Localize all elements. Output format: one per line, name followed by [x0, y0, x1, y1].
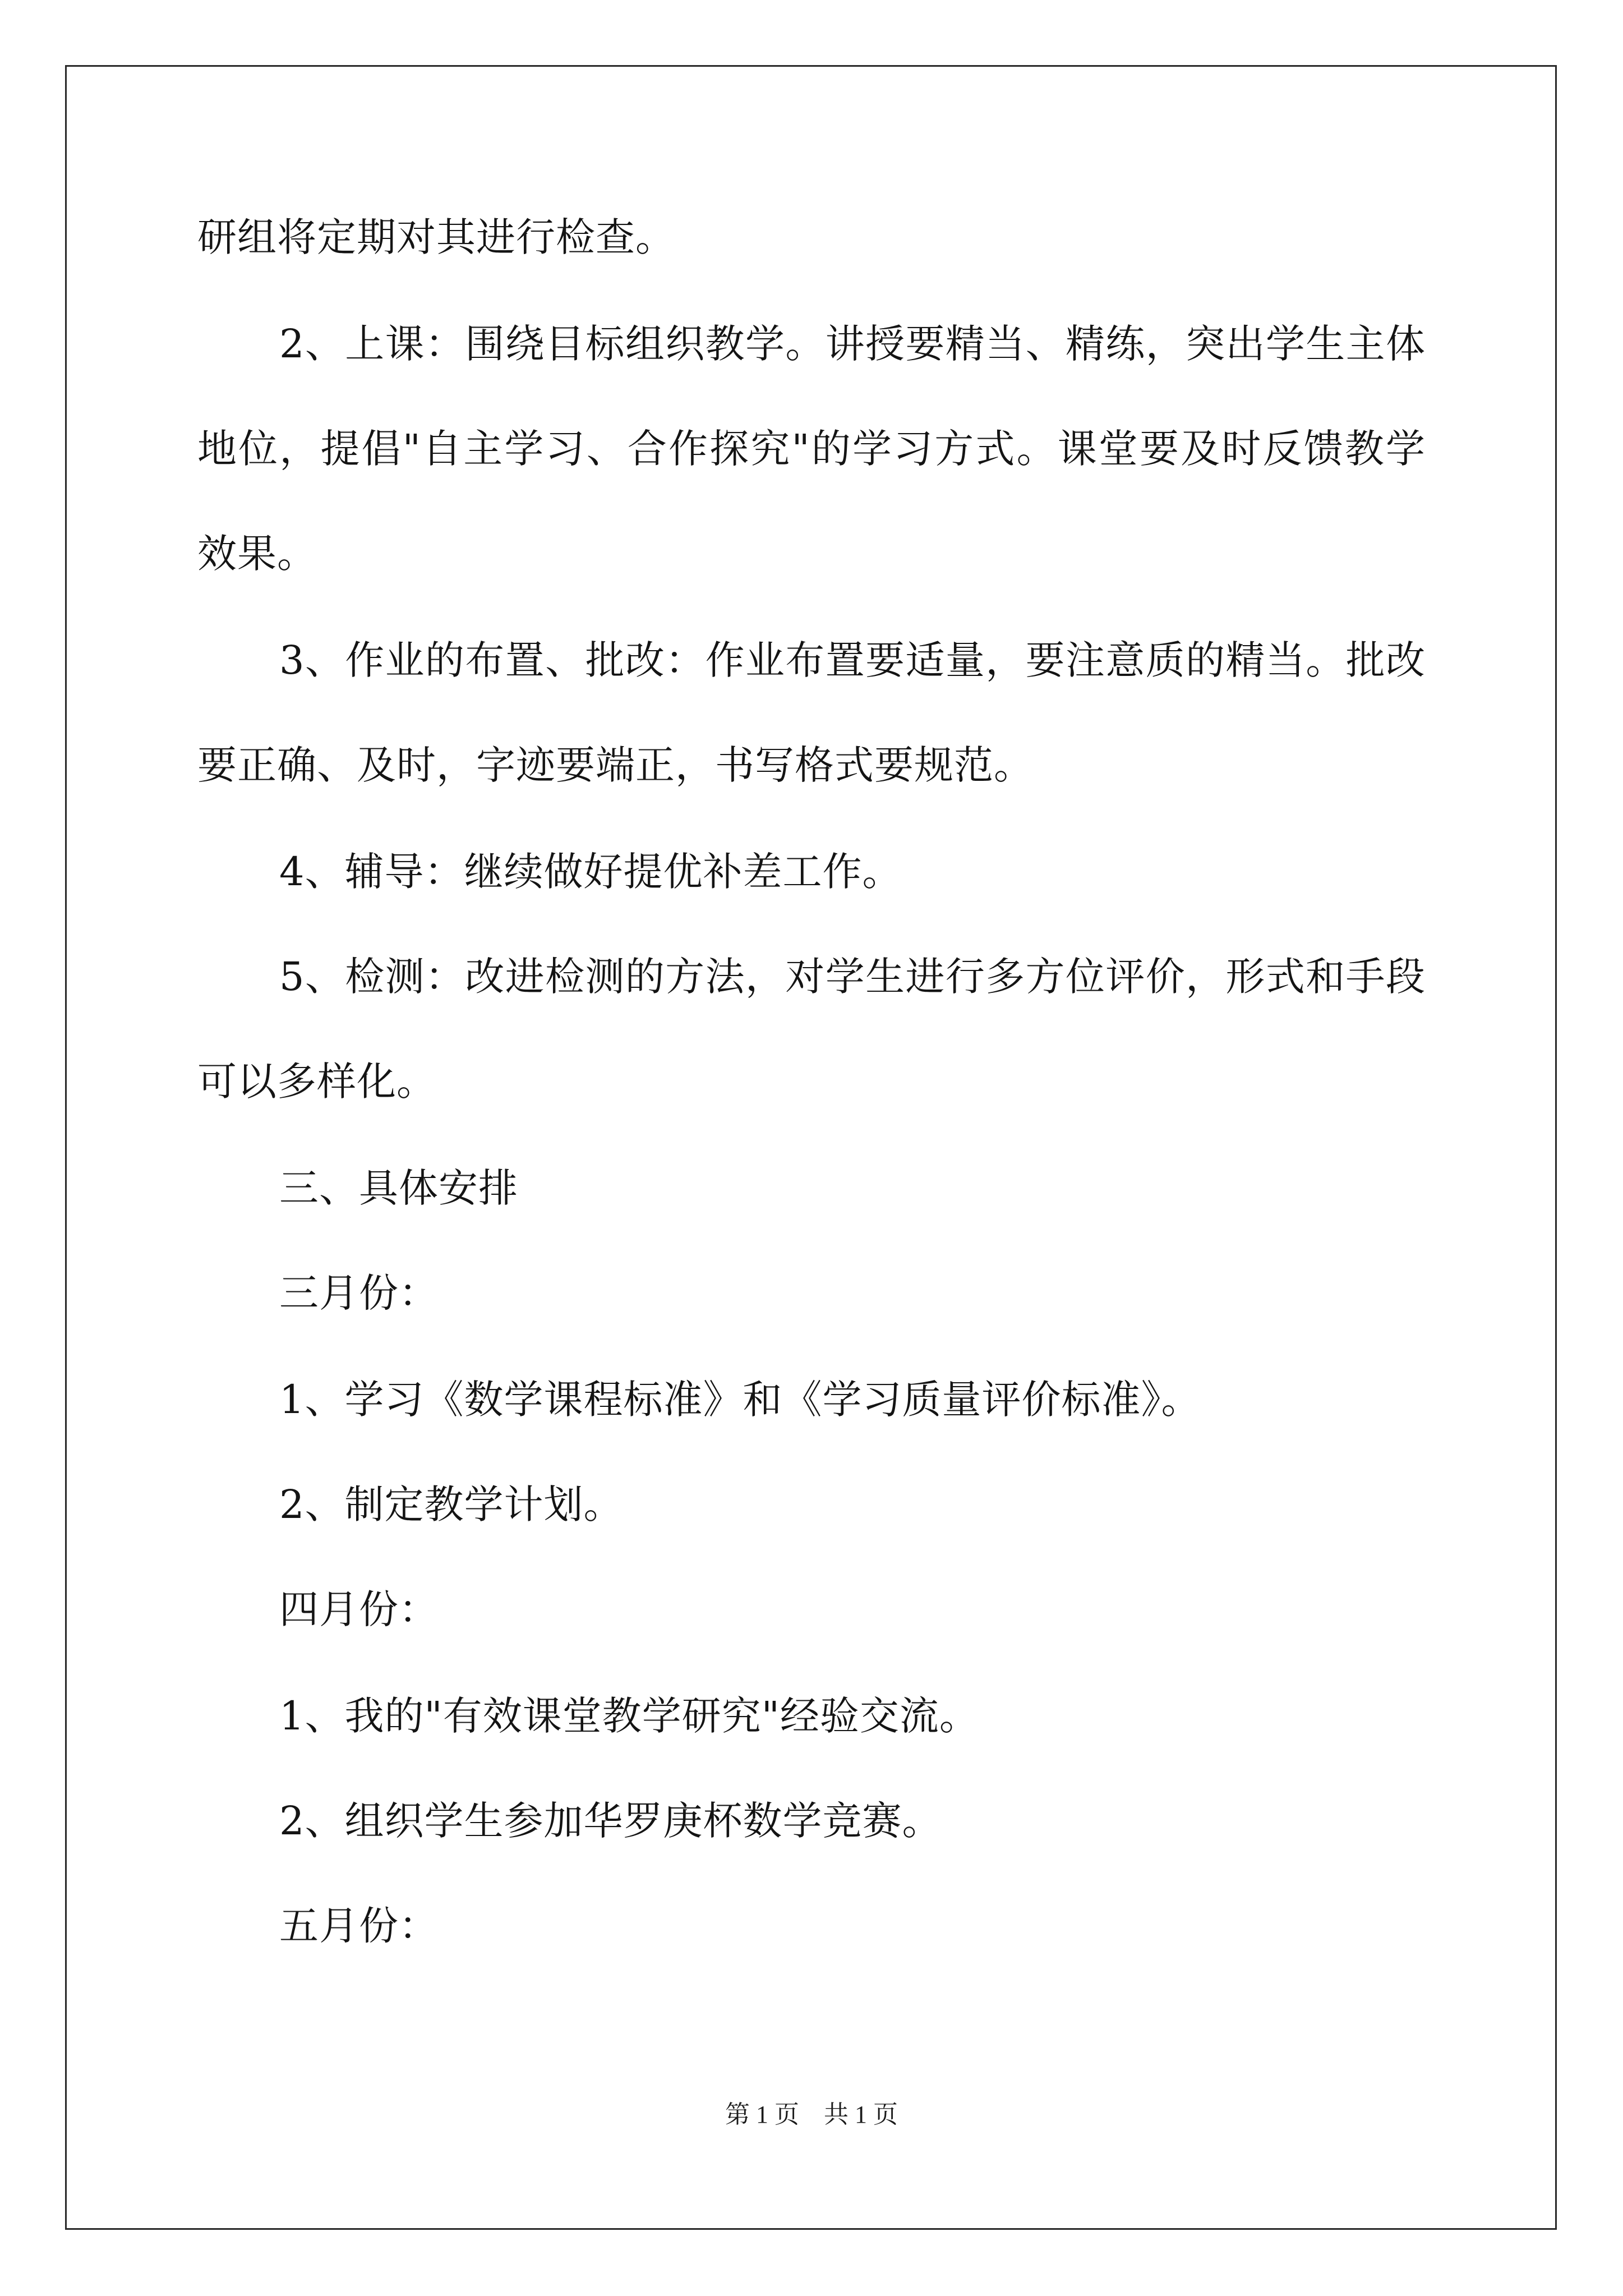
text-line: 效果。 — [197, 531, 317, 577]
text-line: 2、上课：围绕目标组织教学。讲授要精当、精练，突出学生主体 — [279, 321, 1426, 367]
text-line: 3、作业的布置、批改：作业布置要适量，要注意质的精当。批改 — [279, 637, 1426, 683]
text-line: 5、检测：改进检测的方法，对学生进行多方位评价，形式和手段 — [279, 954, 1426, 1000]
text-line: 4、辅导：继续做好提优补差工作。 — [279, 849, 902, 895]
page-number-footer: 第 1 页 共 1 页 — [725, 2101, 898, 2128]
text-line: 2、制定教学计划。 — [279, 1481, 624, 1527]
section-heading: 三、具体安排 — [279, 1165, 518, 1211]
text-line: 1、我的"有效课堂教学研究"经验交流。 — [279, 1693, 979, 1739]
text-line: 1、学习《数学课程标准》和《学习质量评价标准》。 — [279, 1377, 1201, 1423]
text-line: 研组将定期对其进行检查。 — [197, 214, 675, 260]
text-line: 可以多样化。 — [197, 1059, 436, 1105]
month-heading: 三月份： — [279, 1270, 439, 1316]
month-heading: 五月份： — [279, 1903, 439, 1949]
month-heading: 四月份： — [279, 1586, 439, 1632]
text-line: 地位，提倡"自主学习、合作探究"的学习方式。课堂要及时反馈教学 — [197, 426, 1426, 472]
text-line: 要正确、及时，字迹要端正，书写格式要规范。 — [197, 742, 1034, 788]
text-line: 2、组织学生参加华罗庚杯数学竞赛。 — [279, 1798, 942, 1844]
